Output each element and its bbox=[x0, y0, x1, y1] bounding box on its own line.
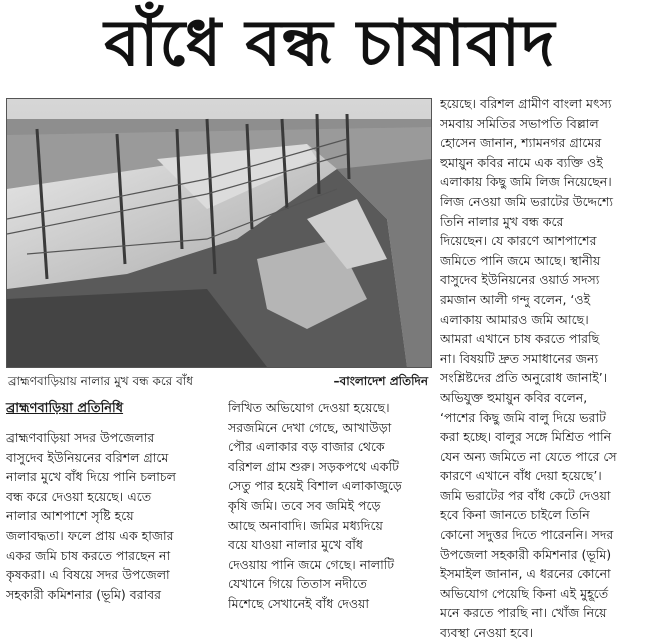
byline: ব্রাহ্মণবাড়িয়া প্রতিনিধি bbox=[6, 401, 124, 416]
text-line: দিয়েছেন। যে কারণে আশপাশের bbox=[440, 233, 597, 249]
text-line: তিনি নালার মুখ বন্ধ করে bbox=[440, 213, 564, 229]
text-line: বয়ে যাওয়া নালার মুখে বাঁধ bbox=[228, 537, 363, 553]
text-line: করা হচ্ছে। বালুর সঙ্গে মিশ্রিত পানি bbox=[440, 429, 612, 445]
text-line: এলাকায় আমারও জমি আছে। bbox=[440, 311, 589, 327]
photo-credit: –বাংলাদেশ প্রতিদিন bbox=[333, 374, 428, 388]
text-line: যেন অন্য জমিতে না যেতে পারে সে bbox=[440, 448, 617, 464]
text-line: যেখানে গিয়ে তিতাস নদীতে bbox=[228, 576, 367, 592]
text-line: কৃষি জমি। তবে সব জমিই পড়ে bbox=[228, 497, 381, 513]
news-photo bbox=[6, 98, 432, 368]
article-column-3 bbox=[440, 94, 654, 643]
photo-caption-row bbox=[6, 370, 430, 392]
text-line: বাসুদেব ইউনিয়নের বরিশল গ্রামে bbox=[6, 449, 169, 465]
text-line: নালার মুখে বাঁধ দিয়ে পানি চলাচল bbox=[6, 469, 176, 485]
text-line: সংশ্লিষ্টদের প্রতি অনুরোধ জানাই’। bbox=[440, 370, 608, 386]
text-line: বাসুদেব ইউনিয়নের ওয়ার্ড সদস্য bbox=[440, 272, 600, 288]
text-line: বন্ধ করে দেওয়া হয়েছে। এতে bbox=[6, 488, 152, 504]
text-line: অভিযোগ পেয়েছি কিনা এই মুহূর্তে bbox=[440, 585, 609, 601]
text-line: দেওয়ায় পানি জমে গেছে। নালাটি bbox=[228, 556, 395, 572]
text-line: জমিতে পানি জমে আছে। স্থানীয় bbox=[440, 252, 601, 268]
text-line: কারণে এখানে বাঁধ দেয়া হয়েছে’। bbox=[440, 468, 602, 484]
text-line: লিজ নেওয়া জমি ভরাটের উদ্দেশ্যে bbox=[440, 193, 613, 209]
text-line: ব্যবস্থা নেওয়া হবে। bbox=[440, 625, 534, 641]
text-line: না। বিষয়টি দ্রুত সমাধানের জন্য bbox=[440, 350, 599, 366]
text-line: সহকারী কমিশনার (ভূমি) বরাবর bbox=[6, 586, 162, 602]
text-line: ব্রাহ্মণবাড়িয়া সদর উপজেলার bbox=[6, 430, 155, 445]
text-line: নালার আশপাশে সৃষ্টি হয়ে bbox=[6, 508, 134, 524]
text-line: সমবায় সমিতির সভাপতি বিল্লাল bbox=[440, 115, 599, 131]
text-line: জলাবদ্ধতা। ফলে প্রায় এক হাজার bbox=[6, 527, 174, 543]
text-line: পৌর এলাকার বড় বাজার থেকে bbox=[228, 439, 385, 455]
text-line: মিশেছে সেখানেই বাঁধ দেওয়া bbox=[228, 595, 370, 611]
text-line: হবে কিনা জানতে চাইলে তিনি bbox=[440, 507, 590, 523]
text-line: হোসেন জানান, শ্যামনগর গ্রামের bbox=[440, 135, 602, 151]
text-line: এলাকায় কিছু জমি লিজ নিয়েছেন। bbox=[440, 174, 612, 190]
text-line: একর জমি চাষ করতে পারছেন না bbox=[6, 547, 171, 563]
text-line: লিখিত অভিযোগ দেওয়া হয়েছে। bbox=[228, 400, 390, 415]
text-line: রমজান আলী গন্দু বলেন, ‘ওই bbox=[440, 291, 591, 307]
text-line: উপজেলা সহকারী কমিশনার (ভূমি) bbox=[440, 546, 612, 562]
text-line: সেতু পার হয়েই বিশাল এলাকাজুড়ে bbox=[228, 478, 402, 494]
text-line: ইসমাইল জানান, এ ধরনের কোনো bbox=[440, 566, 611, 582]
text-line: হুমায়ুন কবির নামে এক ব্যক্তি ওই bbox=[440, 154, 603, 170]
text-line: সরজমিনে দেখা গেছে, আখাউড়া bbox=[228, 419, 392, 435]
text-line: আমরা এখানে চাষ করতে পারছি bbox=[440, 331, 600, 347]
text-line: কোনো সদুত্তর দিতে পারেননি। সদর bbox=[440, 527, 614, 543]
text-line: অভিযুক্ত হুমায়ুন কবির বলেন, bbox=[440, 389, 588, 405]
article-column-1 bbox=[6, 428, 216, 604]
text-line: জমি ভরাটের পর বাঁধ কেটে দেওয়া bbox=[440, 487, 611, 503]
text-line: ‘পাশের কিছু জমি বালু দিয়ে ভরাট bbox=[440, 409, 606, 425]
text-line: আছে অনাবাদি। জমির মধ্যদিয়ে bbox=[228, 517, 383, 533]
photo-caption: ব্রাহ্মণবাড়িয়ায় নালার মুখ বন্ধ করে বাঁধ bbox=[8, 374, 193, 388]
text-line: বরিশল গ্রাম শুরু। সড়কপথে একটি bbox=[228, 458, 399, 474]
text-line: মনে করতে পারছি না। খোঁজ নিয়ে bbox=[440, 605, 607, 621]
headline: বাঁধে বন্ধ চাষাবাদ bbox=[104, 7, 556, 81]
text-line: কৃষকরা। এ বিষয়ে সদর উপজেলা bbox=[6, 567, 170, 583]
text-line: হয়েছে। বরিশল গ্রামীণ বাংলা মৎস্য bbox=[440, 96, 612, 111]
article-column-2 bbox=[228, 398, 428, 614]
